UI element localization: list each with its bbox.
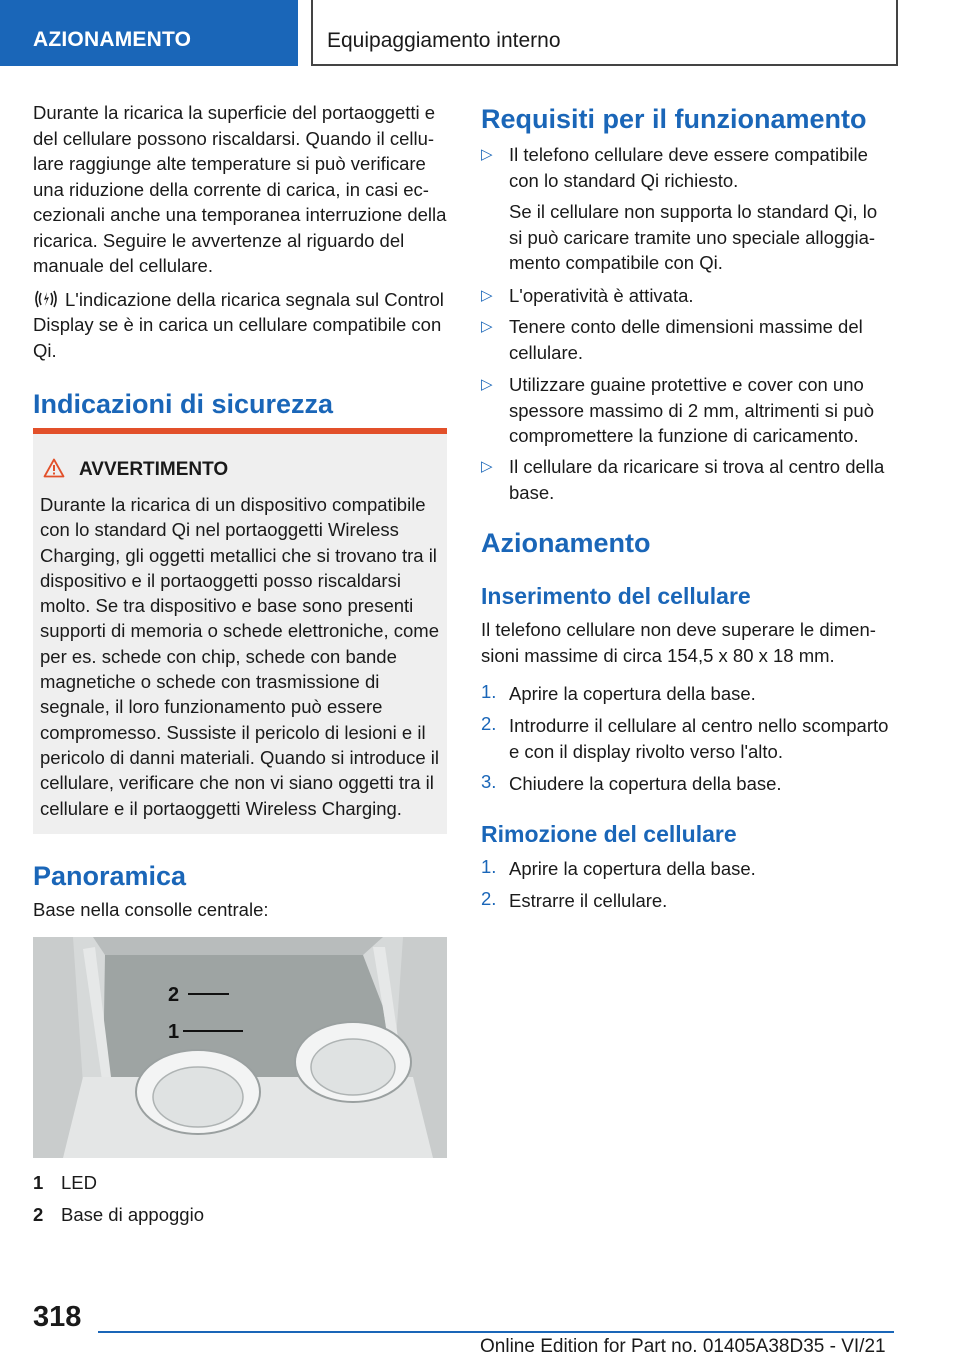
charge-note <box>33 287 447 364</box>
section-title: AZIONAMENTO <box>33 28 192 51</box>
left-column <box>33 100 447 363</box>
bullet-icon: ▷ <box>481 318 493 335</box>
overview-heading: Panoramica <box>33 861 187 891</box>
warning-triangle-icon <box>43 458 65 478</box>
wireless-charging-icon <box>33 289 59 309</box>
legend-text: Base di appoggio <box>61 1204 204 1225</box>
figure-label-2: 2 <box>168 984 180 1006</box>
figure-label-1: 1 <box>168 1021 180 1043</box>
section-tab <box>0 0 298 66</box>
legend-number: 2 <box>33 1204 44 1225</box>
legend-text: LED <box>61 1172 97 1193</box>
bullet-icon: ▷ <box>481 146 493 163</box>
intro-paragraph: Durante la ricarica la superficie del portaoggetti e del cellulare possono riscaldarsi. Quando il cellulare raggiunge alte temperature si può verificare una riduzione della corrente di carica, in casi eccezionali anche una temporanea interruzione della ricarica. Seguire le avvertenze al riguardo del manuale del cellulare. <box>33 102 447 276</box>
subsection-tab <box>311 0 898 66</box>
legend-number: 1 <box>33 1172 44 1193</box>
subsection-title: Equipaggiamento interno <box>327 29 561 52</box>
safety-heading: Indicazioni di sicurezza <box>33 389 334 419</box>
warning-box <box>33 428 447 834</box>
charge-note-text: L'indicazione della ricarica segnala sul Control Display se è in carica un cellulare compatibile con Qi. <box>33 288 444 361</box>
operation-heading: Azionamento <box>481 528 651 558</box>
bullet-icon: ▷ <box>481 287 493 304</box>
center-console-illustration <box>33 937 447 1158</box>
remove-heading: Rimozione del cellulare <box>481 821 737 847</box>
warning-title: AVVERTIMENTO <box>43 458 228 481</box>
footer-divider <box>98 1331 894 1333</box>
page-number: 318 <box>33 1301 82 1333</box>
warning-text: Durante la ricarica di un dispositivo compatibile con lo standard Qi nel portaoggetti Wireless Charging, gli oggetti metallici che si trovano tra il dispositivo e il portaoggetti posso riscaldarsi molto. Se tra dispositivo e base sono presenti supporti di memoria o schede elettroniche, come per es. schede con chip, schede con bande magnetiche o schede con trasmissione di segnale, il loro funzionamento può essere compromesso. Sussiste il pericolo di lesioni e il pericolo di danni materiali. Quando si introduce il cellulare, verificare che non vi siano oggetti tra il cellulare e il portaoggetti Wireless Charging. <box>40 494 439 819</box>
console-figure <box>33 937 447 1158</box>
footer-edition: Online Edition for Part no. 01405A38D35 - VI/21 <box>480 1336 886 1357</box>
bullet-icon: ▷ <box>481 376 493 393</box>
insert-heading: Inserimento del cellulare <box>481 583 751 609</box>
overview-text: Base nella consolle centrale: <box>33 899 269 920</box>
requirements-heading: Requisiti per il funzionamento <box>481 104 867 134</box>
requirements-note: Se il cellulare non supporta lo standard Qi, lo si può caricare tramite uno speciale alloggiamento compatibile con Qi. <box>509 201 878 273</box>
bullet-icon: ▷ <box>481 458 493 475</box>
insert-text: Il telefono cellulare non deve superare le dimensioni massime di circa 154,5 x 80 x 18 mm. <box>481 619 876 666</box>
